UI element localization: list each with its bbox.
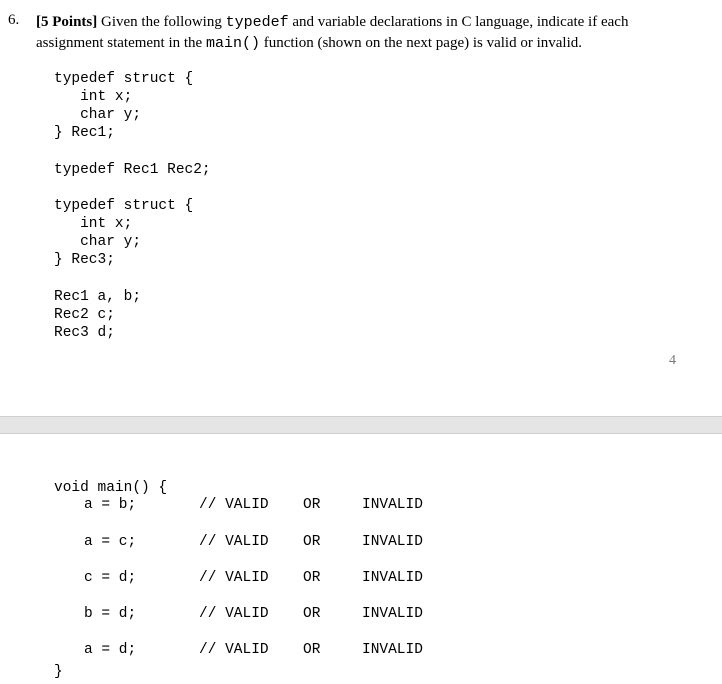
assignment-statement: a = d; [84, 642, 137, 658]
valid-option: // VALID [199, 497, 269, 513]
question-text-3: assignment statement in the [36, 35, 203, 51]
question-text-4: function (shown on the next page) is valid or invalid. [263, 35, 583, 51]
code-line: typedef struct { [54, 71, 194, 87]
code-block-rec3 [54, 197, 193, 269]
code-line: Rec3 d; [54, 325, 115, 341]
code-line: typedef Rec1 Rec2; [54, 162, 211, 178]
assignment-statement: c = d; [84, 570, 137, 586]
main-close: } [54, 664, 63, 680]
or-label: OR [303, 570, 321, 586]
invalid-option: INVALID [362, 497, 423, 513]
valid-option: // VALID [199, 606, 269, 622]
code-line: char y; [54, 234, 142, 250]
assignment-statement: b = d; [84, 606, 137, 622]
or-label: OR [303, 497, 321, 513]
invalid-option: INVALID [362, 570, 423, 586]
code-line: } Rec1; [54, 125, 115, 141]
code-line: } Rec3; [54, 252, 115, 268]
code-block-declarations [54, 288, 141, 342]
or-label: OR [303, 534, 321, 550]
code-line: Rec2 c; [54, 307, 115, 323]
main-open: void main() { [54, 480, 168, 496]
code-line: int x; [54, 89, 133, 105]
points-label: [5 Points] [36, 14, 98, 30]
page-number: 4 [669, 353, 676, 368]
page-separator [0, 416, 722, 434]
inline-code-main: main() [205, 35, 260, 52]
code-block-rec1 [54, 70, 193, 142]
assignment-statement: a = b; [84, 497, 137, 513]
question-number: 6. [8, 12, 20, 28]
code-block-rec2 [54, 161, 211, 179]
assignment-statement: a = c; [84, 534, 137, 550]
valid-option: // VALID [199, 642, 269, 658]
code-line: typedef struct { [54, 198, 194, 214]
code-line: Rec1 a, b; [54, 289, 142, 305]
invalid-option: INVALID [362, 606, 423, 622]
code-line: char y; [54, 107, 142, 123]
code-line: int x; [54, 216, 133, 232]
inline-code-typedef: typedef [225, 14, 289, 31]
or-label: OR [303, 606, 321, 622]
question-line-1 [36, 12, 628, 33]
or-label: OR [303, 642, 321, 658]
question-text-2: and variable declarations in C language, indicate if each [292, 14, 629, 30]
invalid-option: INVALID [362, 534, 423, 550]
question-line-2 [36, 33, 582, 54]
valid-option: // VALID [199, 534, 269, 550]
invalid-option: INVALID [362, 642, 423, 658]
question-text-1: Given the following [101, 14, 222, 30]
valid-option: // VALID [199, 570, 269, 586]
